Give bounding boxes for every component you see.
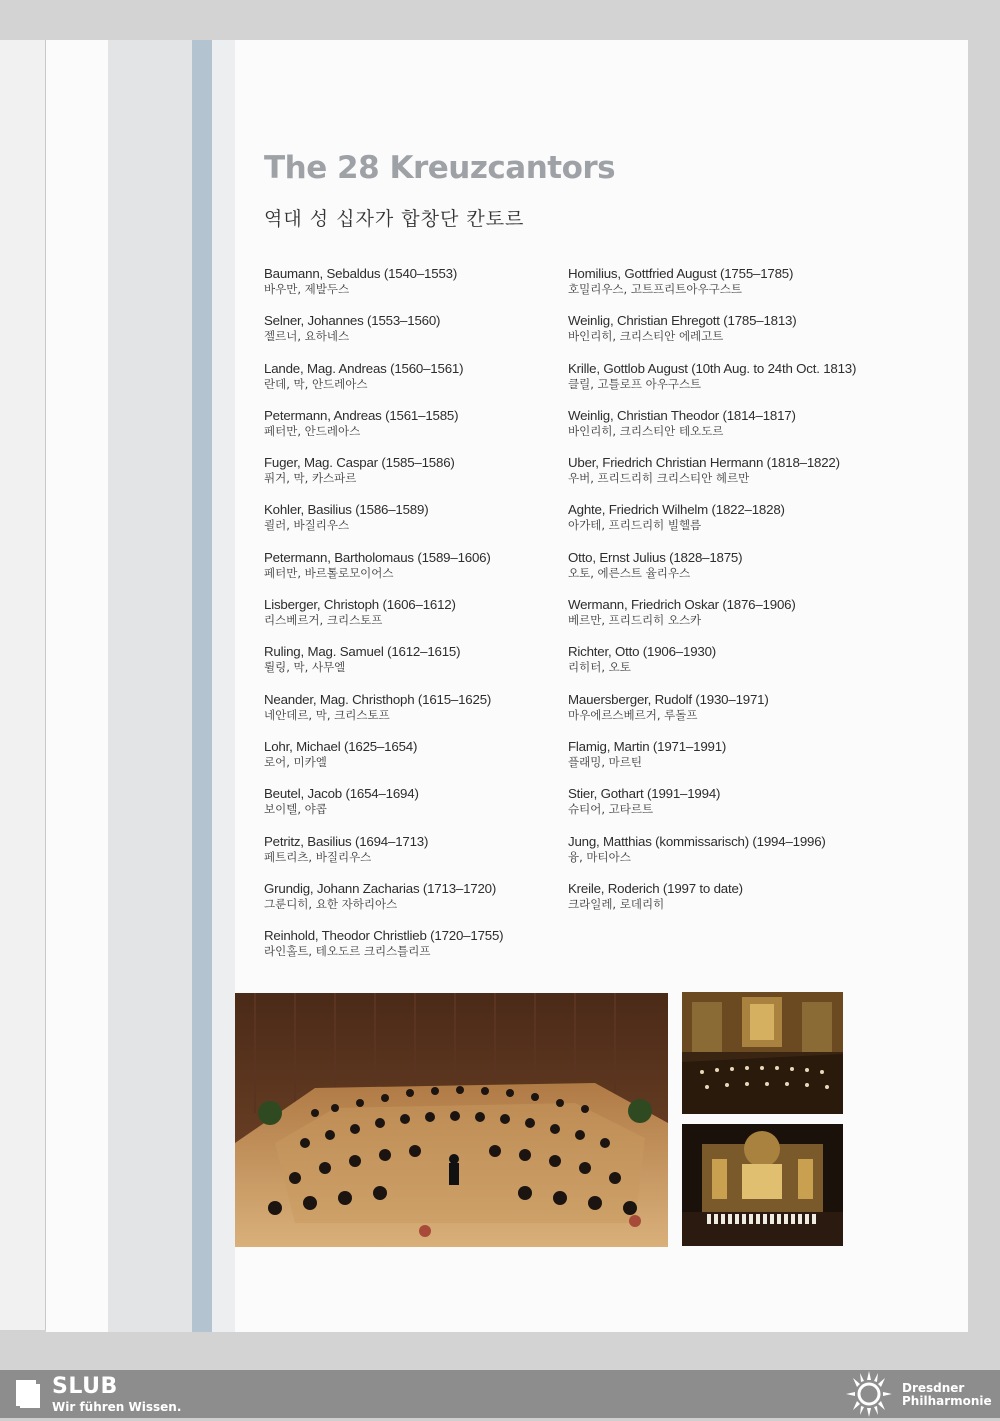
cantor-entry — [568, 597, 898, 644]
cantor-name-en: Homilius, Gottfried August (1755–1785) — [568, 266, 794, 281]
cantor-entry — [568, 692, 898, 739]
cantor-entry — [264, 361, 564, 408]
cantor-name-ko: 호밀리우스, 고트프리트아우구스트 — [568, 282, 742, 296]
cantor-name-ko: 보이텔, 야콥 — [264, 802, 327, 817]
cantor-name-en: Jung, Matthias (kommissarisch) (1994–1996) — [568, 833, 826, 849]
orchestra-photo — [235, 993, 668, 1247]
partner-name-line2: Philharmonie — [902, 1394, 992, 1408]
cantor-entry — [568, 408, 898, 455]
cantor-name-ko: 페트리츠, 바질리우스 — [264, 849, 372, 864]
cantor-entry — [568, 739, 898, 786]
cantor-name-ko: 바인리히, 크리스티안 테오도르 — [568, 423, 724, 438]
cantor-entry — [264, 313, 564, 360]
cantor-entry — [264, 881, 564, 928]
cantor-name-ko: 쾰러, 바질리우스 — [264, 518, 350, 533]
cantor-name-ko: 페터만, 안드레아스 — [264, 423, 361, 438]
cantor-name-ko: 슈티어, 고타르트 — [568, 802, 654, 817]
church-choir-photo — [682, 1124, 843, 1246]
cantor-name-en: Richter, Otto (1906–1930) — [568, 644, 717, 660]
cantor-name-ko: 플래밍, 마르틴 — [568, 754, 642, 769]
cantor-entry — [264, 455, 564, 502]
cantor-name-ko: 페터만, 바르톨로모이어스 — [264, 565, 394, 580]
cantor-name-en: Aghte, Friedrich Wilhelm (1822–1828) — [568, 502, 785, 518]
cantor-entry — [264, 644, 564, 691]
slub-name: SLUB — [52, 1374, 118, 1399]
cantor-name-ko: 퓌거, 막, 카스파르 — [264, 471, 357, 486]
cantor-entry — [264, 550, 564, 597]
cantor-name-ko: 바우만, 제발두스 — [264, 282, 350, 296]
slub-tagline: Wir führen Wissen. — [52, 1400, 182, 1414]
cantor-name-en: Stier, Gothart (1991–1994) — [568, 786, 721, 802]
cantor-name-en: Lohr, Michael (1625–1654) — [264, 738, 418, 754]
cantor-name-en: Baumann, Sebaldus (1540–1553) — [264, 266, 458, 281]
partner-name-line1: Dresdner — [902, 1381, 965, 1395]
page-subtitle: 역대 성 십자가 합창단 칸토르 — [264, 208, 525, 230]
partner-name — [902, 1382, 992, 1408]
cantor-name-en: Flamig, Martin (1971–1991) — [568, 738, 727, 754]
cantor-entry — [264, 408, 564, 455]
cantor-name-en: Petermann, Andreas (1561–1585) — [264, 407, 459, 423]
cantor-name-ko: 네안데르, 막, 크리스토프 — [264, 707, 390, 722]
cantor-list-left — [264, 266, 564, 975]
cantor-name-ko: 그룬디히, 요한 자하리아스 — [264, 896, 398, 911]
footer-bar — [0, 1370, 1000, 1418]
decorative-band-light — [212, 40, 235, 1332]
cantor-name-ko: 젤르너, 요하네스 — [264, 329, 350, 344]
sunburst-logo-icon — [842, 1371, 896, 1421]
cantor-name-ko: 우버, 프리드리히 크리스티안 헤르만 — [568, 471, 750, 486]
cantor-name-en: Beutel, Jacob (1654–1694) — [264, 786, 419, 802]
cantor-name-ko: 리히터, 오토 — [568, 660, 631, 675]
cantor-name-en: Reinhold, Theodor Christlieb (1720–1755) — [264, 928, 504, 944]
cantor-name-ko: 아가테, 프리드리히 빌헬름 — [568, 518, 702, 533]
cantor-entry — [264, 597, 564, 644]
cantor-entry — [568, 834, 898, 881]
decorative-band-grey — [108, 40, 192, 1332]
cantor-name-ko: 리스베르거, 크리스토프 — [264, 613, 383, 628]
cantor-name-en: Lisberger, Christoph (1606–1612) — [264, 597, 456, 613]
cantor-entry — [568, 313, 898, 360]
decorative-band-blue — [192, 40, 212, 1332]
facing-page-edge — [0, 40, 46, 1330]
cantor-entry — [264, 266, 564, 313]
cantor-name-ko: 크라일레, 로데리히 — [568, 896, 665, 911]
cantor-entry — [264, 739, 564, 786]
cantor-entry — [264, 502, 564, 549]
cantor-entry — [568, 455, 898, 502]
cantor-entry — [568, 786, 898, 833]
cantor-name-en: Krille, Gottlob August (10th Aug. to 24th Oct. 1813) — [568, 360, 857, 376]
cantor-entry — [568, 644, 898, 691]
cantor-name-en: Wermann, Friedrich Oskar (1876–1906) — [568, 597, 796, 613]
cantor-entry — [264, 692, 564, 739]
cantor-name-en: Mauersberger, Rudolf (1930–1971) — [568, 691, 769, 707]
cantor-name-en: Weinlig, Christian Theodor (1814–1817) — [568, 407, 796, 423]
cantor-entry — [568, 881, 898, 928]
cantor-name-en: Neander, Mag. Christhoph (1615–1625) — [264, 691, 492, 707]
page-title: The 28 Kreuzcantors — [264, 150, 616, 186]
cantor-name-ko: 륄링, 막, 사무엘 — [264, 660, 346, 675]
cantor-name-ko: 라인홀트, 테오도르 크리스틀리프 — [264, 944, 431, 959]
cantor-name-en: Petritz, Basilius (1694–1713) — [264, 833, 429, 849]
cantor-name-en: Grundig, Johann Zacharias (1713–1720) — [264, 880, 497, 896]
cantor-name-en: Fuger, Mag. Caspar (1585–1586) — [264, 455, 455, 471]
cantor-name-en: Otto, Ernst Julius (1828–1875) — [568, 549, 743, 565]
cantor-name-en: Kreile, Roderich (1997 to date) — [568, 880, 743, 896]
cantor-entry — [264, 834, 564, 881]
cantor-entry — [264, 928, 564, 975]
cantor-entry — [568, 550, 898, 597]
cantor-name-en: Petermann, Bartholomaus (1589–1606) — [264, 549, 491, 565]
cantor-name-en: Ruling, Mag. Samuel (1612–1615) — [264, 644, 461, 660]
cantor-name-ko: 마우에르스베르거, 루돌프 — [568, 707, 698, 722]
cantor-entry — [568, 266, 898, 313]
cantor-name-ko: 바인리히, 크리스티안 에레고트 — [568, 329, 724, 344]
cantor-name-en: Weinlig, Christian Ehregott (1785–1813) — [568, 313, 797, 329]
cantor-entry — [568, 361, 898, 408]
church-interior-photo — [682, 992, 843, 1114]
cantor-name-en: Kohler, Basilius (1586–1589) — [264, 502, 429, 518]
cantor-name-en: Selner, Johannes (1553–1560) — [264, 313, 441, 329]
cantor-name-en: Lande, Mag. Andreas (1560–1561) — [264, 360, 464, 376]
cantor-name-ko: 란데, 막, 안드레아스 — [264, 376, 368, 391]
cantor-entry — [568, 502, 898, 549]
cantor-name-ko: 베르만, 프리드리히 오스카 — [568, 613, 702, 628]
cantor-name-ko: 융, 마티아스 — [568, 849, 631, 864]
cantor-name-en: Uber, Friedrich Christian Hermann (1818–1822) — [568, 455, 840, 471]
cantor-name-ko: 클릴, 고틀로프 아우구스트 — [568, 376, 702, 391]
cantor-list-right — [568, 266, 898, 928]
cantor-name-ko: 오토, 에른스트 율리우스 — [568, 565, 691, 580]
book-icon — [14, 1378, 42, 1414]
cantor-name-ko: 로어, 미카엘 — [264, 754, 327, 769]
cantor-entry — [264, 786, 564, 833]
